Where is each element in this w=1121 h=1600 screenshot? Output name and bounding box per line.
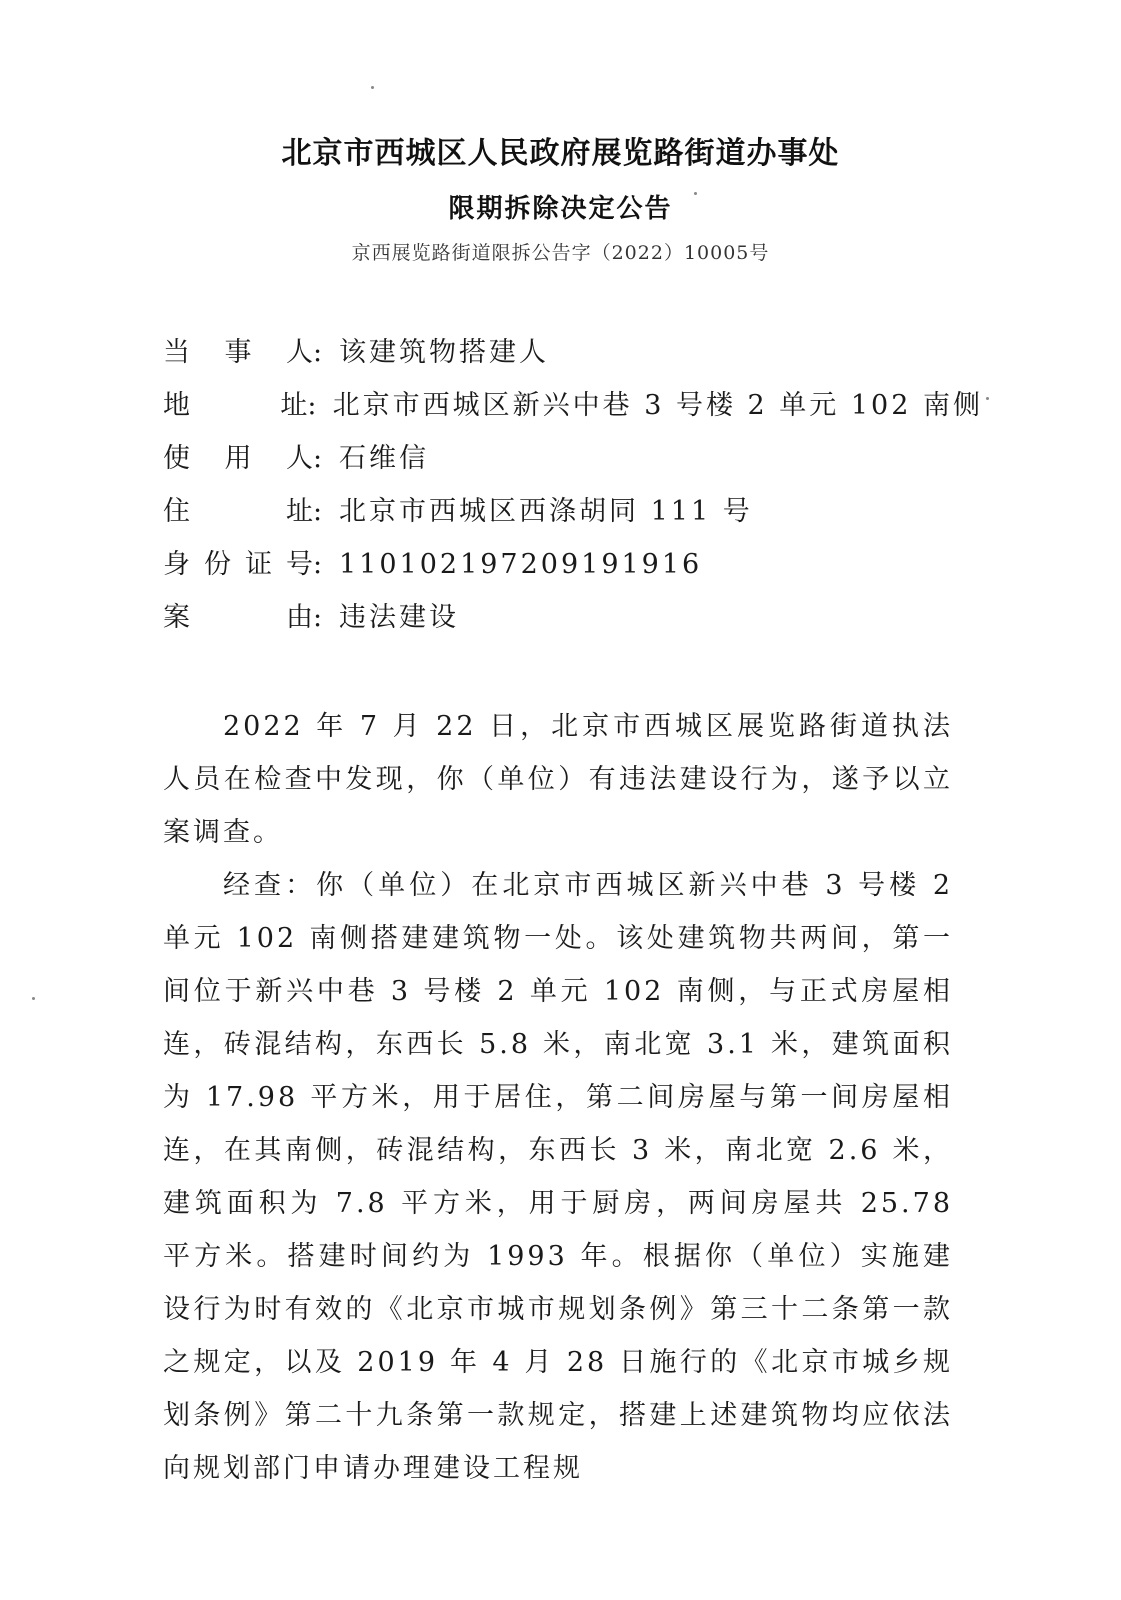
field-label: 当事人 (163, 337, 313, 368)
field-address: 地址 : 北京市西城区新兴中巷 3 号楼 2 单元 102 南侧 (163, 383, 983, 436)
paragraph-findings: 经查：你（单位）在北京市西城区新兴中巷 3 号楼 2 单元 102 南侧搭建建筑物一处。该处建筑物共两间，第一间位于新兴中巷 3 号楼 2 单元 102 南侧，与正式房屋相连，砖混结构，东西长 5.8 米，南北宽 3.1 米，建筑面积为 17.98 平方米，用于居住，第二间房屋与第一间房屋相连，在其南侧，砖混结构，东西长 3 米，南北宽 2.6 米，建筑面积为 7.8 平方米，用于厨房，两间房屋共 25.78 平方米。搭建时间约为 1993 年。根据你（单位）实施建设行为时有效的《北京市城市规划条例》第三十二条第一款之规定，以及 2019 年 4 月 28 日施行的《北京市城乡规划条例》第二十九条第一款规定，搭建上述建筑物均应依法向规划部门申请办理建设工程规 (163, 870, 953, 1484)
party-info-fields (163, 330, 983, 648)
paragraph-discovery: 2022 年 7 月 22 日，北京市西城区展览路街道执法人员在检查中发现，你（单位）有违法建设行为，遂予以立案调查。 (163, 711, 953, 848)
scan-speck (694, 192, 697, 195)
field-label: 地址 (163, 390, 308, 421)
field-label: 身份证号 (163, 549, 313, 580)
field-value: 该建筑物搭建人 (339, 337, 549, 368)
field-residence: 住址 : 北京市西城区西涤胡同 111 号 (163, 489, 983, 542)
field-value: 110102197209191916 (339, 549, 703, 580)
document-number: 京西展览路街道限拆公告字（2022）10005号 (351, 242, 770, 264)
field-user: 使用人 : 石维信 (163, 436, 983, 489)
document-body (163, 700, 953, 1495)
field-value: 北京市西城区新兴中巷 3 号楼 2 单元 102 南侧 (332, 390, 983, 421)
field-value: 违法建设 (339, 602, 459, 633)
field-value: 石维信 (339, 443, 429, 474)
field-label: 使用人 (163, 443, 313, 474)
document-subtitle: 限期拆除决定公告 (448, 194, 673, 224)
field-case-cause: 案由 : 违法建设 (163, 595, 983, 648)
scan-speck (371, 86, 374, 89)
document-title: 北京市西城区人民政府展览路街道办事处 (281, 136, 840, 171)
field-value: 北京市西城区西涤胡同 111 号 (339, 496, 753, 527)
field-label: 住址 (163, 496, 313, 527)
field-label: 案由 (163, 602, 313, 633)
field-party: 当事人 : 该建筑物搭建人 (163, 330, 983, 383)
scan-speck (986, 397, 989, 400)
field-id-number: 身份证号 : 110102197209191916 (163, 542, 983, 595)
scan-speck (32, 997, 35, 1000)
